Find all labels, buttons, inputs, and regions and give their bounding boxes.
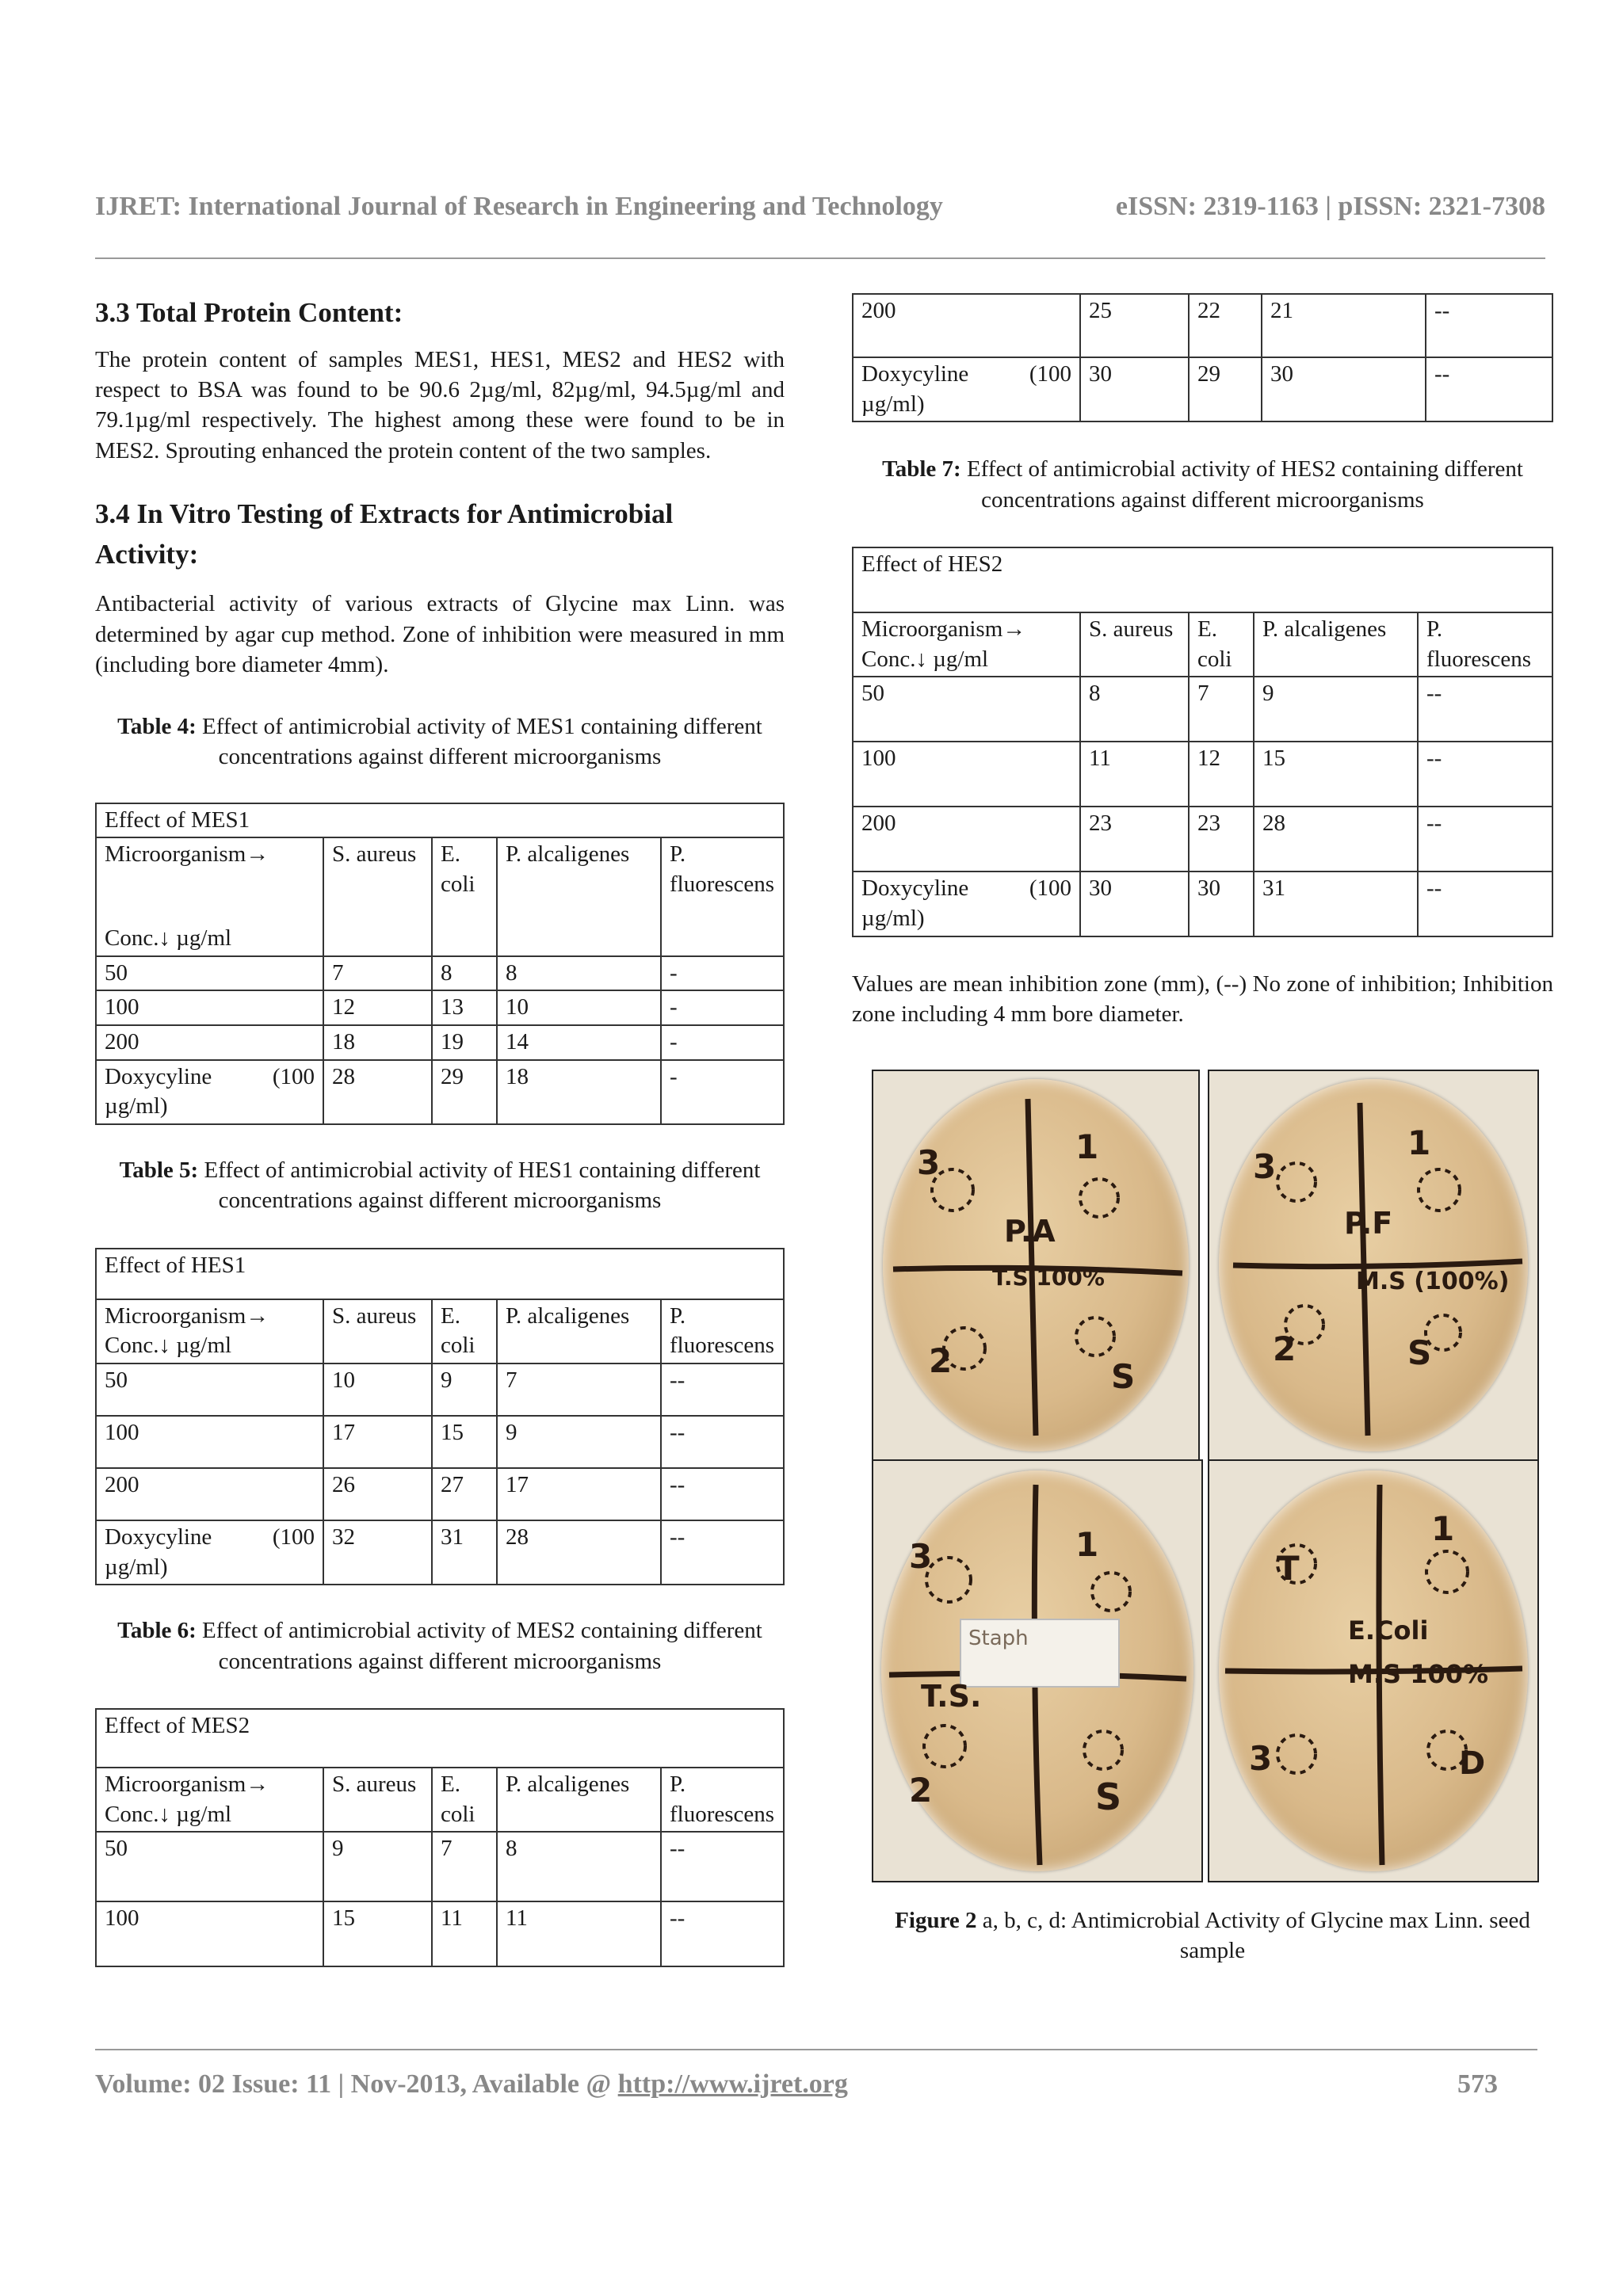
table-row: 200 18 19 14 - [96, 1025, 784, 1060]
figure-2-photos [872, 1070, 1545, 1882]
plate-label: 3 [1249, 1739, 1273, 1778]
plate-label: P.A [1004, 1214, 1056, 1249]
petri-plate-b [1208, 1070, 1539, 1461]
plate-label: D [1459, 1745, 1486, 1782]
plate-label: M.S (100%) [1356, 1268, 1510, 1295]
plate-label: 3 [1253, 1147, 1277, 1186]
table-row: Doxycyline (100 µg/ml) 32 31 28 -- [96, 1520, 784, 1585]
plate-markings [873, 1461, 1201, 1881]
journal-name: IJRET: International Journal of Research in Engineering and Technology [95, 192, 943, 221]
issn: eISSN: 2319-1163 | pISSN: 2321-7308 [1115, 192, 1545, 221]
table-7 [852, 547, 1553, 937]
header-cell: P. alcaligenes [497, 837, 661, 955]
plate-label: S [1111, 1357, 1136, 1396]
plate-label: S [1407, 1333, 1432, 1372]
plate-label: E.Coli [1348, 1615, 1429, 1646]
plate-label: 2 [1273, 1329, 1296, 1368]
figure-2-caption: Figure 2 a, b, c, d: Antimicrobial Activity of Glycine max Linn. seed sample [895, 1908, 1530, 1964]
section-3-4-text: Antibacterial activity of various extracts of Glycine max Linn. was determined by agar cup method. Zone of inhibition were measured in mm (including bore diameter 4mm). [95, 591, 785, 677]
header-cell: Microorganism→ Conc.↓ µg/ml [96, 1299, 323, 1363]
left-column [95, 293, 785, 1967]
table-note: Values are mean inhibition zone (mm), (--) No zone of inhibition; Inhibition zone including 4 mm bore diameter. [852, 971, 1553, 1027]
section-3-3-heading: 3.3 Total Protein Content: [95, 297, 403, 328]
table-5 [95, 1248, 785, 1586]
table-row: 100 15 11 11 -- [96, 1901, 784, 1966]
section-3-4-heading: 3.4 In Vitro Testing of Extracts for Antimicrobial Activity: [95, 498, 674, 570]
petri-plate-c [872, 1459, 1203, 1882]
table-row: 50 7 8 8 - [96, 956, 784, 991]
header-cell: S. aureus [323, 1299, 432, 1363]
plate-label: P.F [1344, 1206, 1393, 1241]
footer-rule [95, 2049, 1537, 2050]
table-row: 200 26 27 17 -- [96, 1468, 784, 1520]
petri-plate-a [872, 1070, 1200, 1461]
page-number: 573 [1457, 2069, 1498, 2099]
table-4 [95, 803, 785, 1126]
table-row: 100 12 13 10 - [96, 990, 784, 1025]
header-cell: P. alcaligenes [497, 1768, 661, 1832]
header-cell: P. fluorescens [1418, 612, 1552, 677]
plate-label: 1 [1075, 1525, 1099, 1564]
table-row: Doxycyline (100 µg/ml) 30 29 30 -- [853, 357, 1552, 421]
header-cell: P. alcaligenes [497, 1299, 661, 1363]
table-row: 50 8 7 9 -- [853, 677, 1552, 742]
plate-markings [1209, 1461, 1537, 1881]
header-cell: P. fluorescens [661, 1768, 784, 1832]
header-cell: S. aureus [1080, 612, 1189, 677]
table-6 [95, 1708, 785, 1967]
table-5-caption: Table 5: Effect of antimicrobial activity of HES1 containing different concentrations against different microorganisms [119, 1158, 761, 1214]
header-cell: Microorganism→ Conc.↓ µg/ml [96, 837, 323, 955]
table-row: 100 11 12 15 -- [853, 742, 1552, 807]
table-row: 100 17 15 9 -- [96, 1416, 784, 1468]
table-row: 50 9 7 8 -- [96, 1832, 784, 1901]
plate-label: T.S 100% [992, 1264, 1105, 1291]
plate-label: T.S. [921, 1679, 982, 1714]
plate-label: 2 [929, 1341, 953, 1380]
plate-markings [873, 1071, 1198, 1459]
plate-label: S [1095, 1775, 1122, 1818]
header-cell: P. alcaligenes [1254, 612, 1418, 677]
table-row: 200 25 22 21 -- [853, 294, 1552, 357]
plate-label: 1 [1407, 1123, 1431, 1162]
header-cell: E. coli [432, 1299, 497, 1363]
header-cell: P. fluorescens [661, 837, 784, 955]
plate-label: 2 [909, 1771, 933, 1810]
header-cell: E. coli [1189, 612, 1254, 677]
table-6-caption: Table 6: Effect of antimicrobial activity of MES2 containing different concentrations against different microorganisms [117, 1618, 762, 1674]
section-3-3-text: The protein content of samples MES1, HES1, MES2 and HES2 with respect to BSA was found to be 90.6 2µg/ml, 82µg/ml, 94.5µg/ml and 79.1µg/ml respectively. The highest among these were found to be in MES2. Sprouting enhanced the protein content of the two samples. [95, 346, 785, 463]
plate-label: 1 [1431, 1509, 1455, 1548]
table-title: Effect of HES2 [853, 547, 1552, 612]
header-cell: E. coli [432, 1768, 497, 1832]
volume-info: Volume: 02 Issue: 11 | Nov-2013, Available @ http://www.ijret.org [95, 2069, 848, 2099]
plate-label: M.S 100% [1348, 1659, 1489, 1689]
table-row: 50 10 9 7 -- [96, 1363, 784, 1416]
header-cell: S. aureus [323, 1768, 432, 1832]
plate-label: Staph [968, 1627, 1029, 1650]
right-column [852, 293, 1553, 1029]
table-row: 200 23 23 28 -- [853, 807, 1552, 871]
journal-link[interactable]: http://www.ijret.org [617, 2069, 848, 2099]
header-cell: Microorganism→ Conc.↓ µg/ml [853, 612, 1080, 677]
table-title: Effect of MES2 [96, 1709, 784, 1768]
table-title: Effect of MES1 [96, 803, 784, 838]
plate-label: 3 [909, 1537, 933, 1576]
table-title: Effect of HES1 [96, 1249, 784, 1299]
table-row: Doxycyline (100 µg/ml) 28 29 18 - [96, 1060, 784, 1124]
table-row: Doxycyline (100 µg/ml) 30 30 31 -- [853, 871, 1552, 936]
petri-plate-d [1208, 1459, 1539, 1882]
plate-markings [1209, 1071, 1537, 1459]
plate-label: 3 [917, 1143, 941, 1182]
table-4-caption: Table 4: Effect of antimicrobial activity of MES1 containing different concentrations against different microorganisms [117, 714, 762, 770]
header-cell: S. aureus [323, 837, 432, 955]
table-6-continued [852, 293, 1553, 422]
header-rule [95, 257, 1545, 259]
plate-label: 1 [1075, 1127, 1099, 1166]
table-7-caption: Table 7: Effect of antimicrobial activity of HES2 containing different concentrations against different microorganisms [882, 456, 1523, 513]
plate-label: T [1277, 1549, 1300, 1588]
header-cell: P. fluorescens [661, 1299, 784, 1363]
header-cell: Microorganism→ Conc.↓ µg/ml [96, 1768, 323, 1832]
header-cell: E. coli [432, 837, 497, 955]
